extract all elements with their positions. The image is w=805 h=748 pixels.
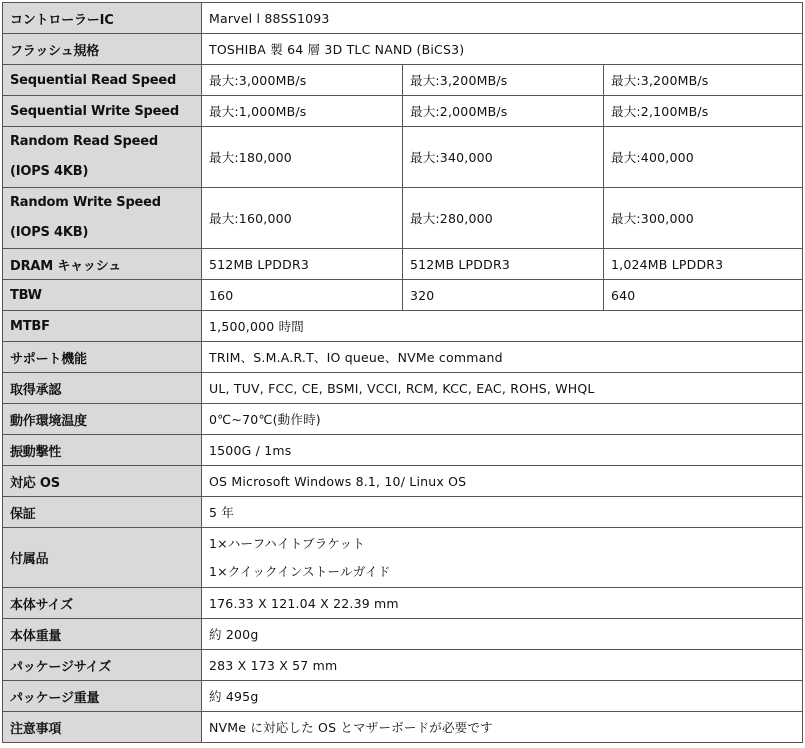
row-label: 対応 OS <box>3 466 202 497</box>
table-row <box>3 497 803 528</box>
row-value: 1500G / 1ms <box>202 435 803 466</box>
row-value: 約 200g <box>202 619 803 650</box>
table-row <box>3 280 803 311</box>
row-value: 0℃~70℃(動作時) <box>202 404 803 435</box>
row-value: NVMe に対応した OS とマザーボードが必要です <box>202 712 803 743</box>
row-value: TRIM、S.M.A.R.T、IO queue、NVMe command <box>202 342 803 373</box>
table-row <box>3 681 803 712</box>
row-value: 283 X 173 X 57 mm <box>202 650 803 681</box>
row-value: TOSHIBA 製 64 層 3D TLC NAND (BiCS3) <box>202 34 803 65</box>
row-value: 最大:280,000 <box>403 188 604 249</box>
row-label: MTBF <box>3 311 202 342</box>
row-value: Marvel l 88SS1093 <box>202 3 803 34</box>
row-value: 最大:340,000 <box>403 127 604 188</box>
table-row <box>3 712 803 743</box>
table-row <box>3 404 803 435</box>
table-row <box>3 311 803 342</box>
row-label: 振動撃性 <box>3 435 202 466</box>
row-value: 最大:1,000MB/s <box>202 96 403 127</box>
row-value: 最大:300,000 <box>604 188 803 249</box>
row-value: 最大:180,000 <box>202 127 403 188</box>
row-label-line: Random Read Speed <box>10 134 158 149</box>
row-value: 5 年 <box>202 497 803 528</box>
row-value: 最大:160,000 <box>202 188 403 249</box>
row-label: 動作環境温度 <box>3 404 202 435</box>
row-value: UL, TUV, FCC, CE, BSMI, VCCI, RCM, KCC, EAC, ROHS, WHQL <box>202 373 803 404</box>
row-label-line: (IOPS 4KB) <box>10 164 89 179</box>
row-value: 最大:2,000MB/s <box>403 96 604 127</box>
table-row <box>3 373 803 404</box>
row-label-line: (IOPS 4KB) <box>10 225 89 240</box>
row-value: 176.33 X 121.04 X 22.39 mm <box>202 588 803 619</box>
row-label: サポート機能 <box>3 342 202 373</box>
spec-table <box>2 2 803 743</box>
table-row <box>3 342 803 373</box>
row-label: パッケージ重量 <box>3 681 202 712</box>
row-value-line: 1×クイックインストールガイド <box>209 563 391 579</box>
row-label <box>3 188 202 249</box>
table-row <box>3 650 803 681</box>
row-value: 320 <box>403 280 604 311</box>
row-label: フラッシュ規格 <box>3 34 202 65</box>
row-value: 最大:3,200MB/s <box>604 65 803 96</box>
row-label-line: Random Write Speed <box>10 195 161 210</box>
row-value: 約 495g <box>202 681 803 712</box>
row-label <box>3 127 202 188</box>
row-label: TBW <box>3 280 202 311</box>
row-value: 最大:3,200MB/s <box>403 65 604 96</box>
row-label: 保証 <box>3 497 202 528</box>
row-value: 1,024MB LPDDR3 <box>604 249 803 280</box>
row-value-line: 1×ハーフハイトブラケット <box>209 535 365 551</box>
row-label: 注意事項 <box>3 712 202 743</box>
table-row <box>3 588 803 619</box>
row-label: パッケージサイズ <box>3 650 202 681</box>
table-row <box>3 249 803 280</box>
table-row <box>3 435 803 466</box>
row-value: 512MB LPDDR3 <box>403 249 604 280</box>
table-row <box>3 96 803 127</box>
row-label: DRAM キャッシュ <box>3 249 202 280</box>
row-label: 本体重量 <box>3 619 202 650</box>
row-value: 最大:3,000MB/s <box>202 65 403 96</box>
row-value: 最大:2,100MB/s <box>604 96 803 127</box>
row-label: Sequential Write Speed <box>3 96 202 127</box>
row-value: OS Microsoft Windows 8.1, 10/ Linux OS <box>202 466 803 497</box>
row-value <box>202 528 803 588</box>
row-label: コントローラーIC <box>3 3 202 34</box>
table-row <box>3 188 803 249</box>
row-value: 1,500,000 時間 <box>202 311 803 342</box>
row-value: 512MB LPDDR3 <box>202 249 403 280</box>
table-row <box>3 528 803 588</box>
table-row <box>3 127 803 188</box>
table-row <box>3 3 803 34</box>
table-row <box>3 34 803 65</box>
row-value: 最大:400,000 <box>604 127 803 188</box>
table-row <box>3 65 803 96</box>
row-label: 付属品 <box>3 528 202 588</box>
table-row <box>3 619 803 650</box>
row-label: 取得承認 <box>3 373 202 404</box>
row-value: 640 <box>604 280 803 311</box>
table-row <box>3 466 803 497</box>
row-label: 本体サイズ <box>3 588 202 619</box>
row-label: Sequential Read Speed <box>3 65 202 96</box>
row-value: 160 <box>202 280 403 311</box>
